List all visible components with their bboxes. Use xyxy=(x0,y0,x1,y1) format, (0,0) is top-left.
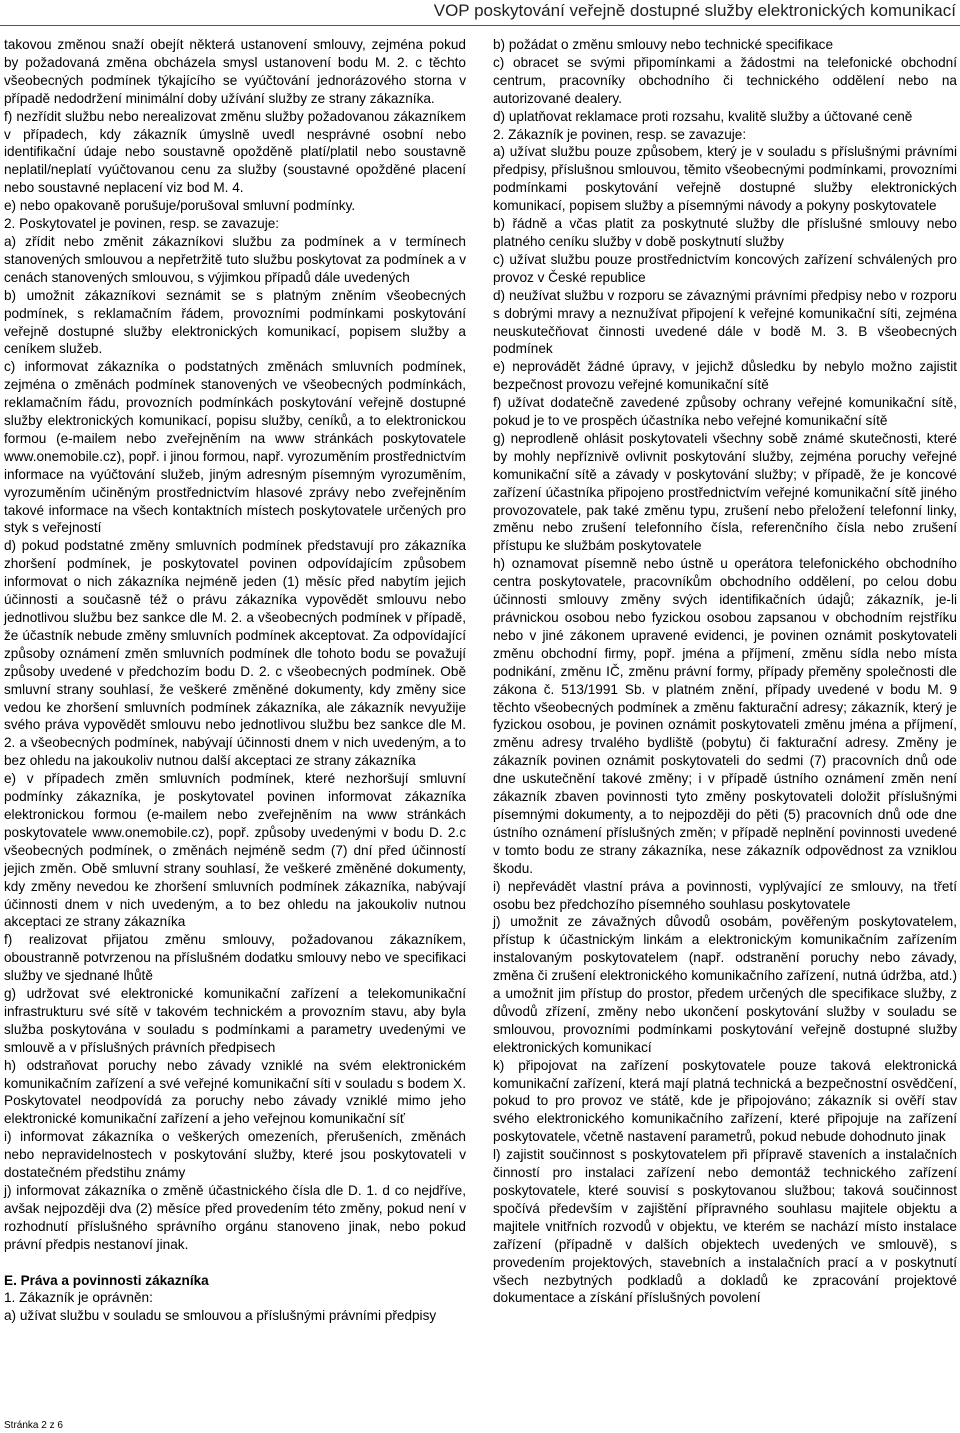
paragraph: 2. Poskytovatel je povinen, resp. se zavazuje: xyxy=(4,216,280,232)
page-number: Stránka 2 z 6 xyxy=(4,1420,63,1431)
paragraph: e) neprovádět žádné úpravy, v jejichž důsledku by nebylo možno zajistit bezpečnost provozu veřejné komunikační sítě xyxy=(493,359,957,393)
paragraph: j) umožnit ze závažných důvodů osobám, pověřeným poskytovatelem, přístup k účastnickým linkám a elektronickým komunikačním zařízením instalovaným poskytovatelem (např. odstranění poruchy nebo závady, změna či zrušení elektronického komunikačního zařízení, nutná údržba, atd.) a umožnit jim přístup do prostor, předem určených dle specifikace služby, z důvodů zřízení, změny nebo ukončení poskytování služby v souladu se smlouvou, provozními podmínkami poskytování veřejně dostupné služby elektronických komunikací xyxy=(493,914,957,1055)
paragraph: l) zajistit součinnost s poskytovatelem při přípravě staveních a instalačních činností pro instalaci zařízení nebo demontáž technického zařízení poskytovatele, které souvisí s poskytovanou službou; taková součinnost spočívá především v zajištění přípravného souhlasu majitele objektu a majitele vnitřních rozvodů v objektu, ve kterém se nachází místo instalace zařízení (případně v dalších objektech uvedených ve smlouvě), s provedením projektových, stavebních a instalačních prací a v poskytnutí všech nezbytných podkladů a dokladů ke zpracování projektové dokumentace a získání příslušných povolení xyxy=(493,1147,957,1306)
paragraph: j) informovat zákazníka o změně účastnického čísla dle D. 1. d co nejdříve, avšak nejpozději dva (2) měsíce před provedením této změny, pokud není v rozhodnutí příslušného správního orgánu stanoveno jinak, nebo pokud právní předpis nestanoví jinak. xyxy=(4,1183,466,1252)
paragraph: a) užívat službu pouze způsobem, který je v souladu s příslušnými právními předpisy, příslušnou smlouvou, těmito všeobecnými podmínkami, provozními podmínkami poskytování veřejně dostupné služby elektronických komunikací, popisem služby a písemnými návody a pokyny poskytovatele xyxy=(493,144,957,214)
paragraph: 1. Zákazník je oprávněn: xyxy=(4,1290,153,1306)
paragraph: e) nebo opakovaně porušuje/porušoval smluvní podmínky. xyxy=(4,198,356,214)
paragraph: i) nepřevádět vlastní práva a povinnosti, vyplývající ze smlouvy, na třetí osobu bez předchozího písemného souhlasu poskytovatele xyxy=(493,878,957,912)
section-heading: E. Práva a povinnosti zákazníka xyxy=(4,1272,209,1288)
paragraph: c) informovat zákazníka o podstatných změnách smluvních podmínek, zejména o změnách podmínek stanovených ve všeobecných podmínkách, reklamačním řádu, provozních podmínkách poskytování veřejně dostupné služby elektronických komunikací, popisu služby, ceníků, a to elektronickou formou (e-mailem nebo zveřejněním na www stránkách poskytovatele www.onemobile.cz), popř. i jinou formou, např. vyrozuměním prostřednictvím informace na vyúčtování služeb, jiným adresným písemným vyrozuměním, vyrozuměním učiněným prostřednictvím hlasové zprávy nebo zveřejněním takové informace na všech kontaktních místech poskytovatele určených pro styk s veřejností xyxy=(4,359,466,536)
paragraph: b) umožnit zákazníkovi seznámit se s platným zněním všeobecných podmínek, s reklamačním řádem, provozními podmínkami poskytování veřejně dostupné služby elektronických komunikací, popisem služby a ceníkem služeb. xyxy=(4,287,466,357)
paragraph: d) uplatňovat reklamace proti rozsahu, kvalitě služby a účtované ceně xyxy=(493,108,913,124)
paragraph: a) užívat službu v souladu se smlouvou a příslušnými právními předpisy xyxy=(4,1308,437,1324)
paragraph: e) v případech změn smluvních podmínek, které nezhoršují smluvní podmínky zákazníka, je poskytovatel povinen informovat zákazníka elektronickou formou (e-mailem nebo zveřejněním na www stránkách poskytovatele www.onemobile.cz), popř. způsoby uvedenými v bodu D. 2.c všeobecných podmínek, o změnách nejméně sedm (7) dní před účinností jejich změn. Obě smluvní strany souhlasí, že veškeré změněné dokumenty, kdy změny nevedou ke zhoršení smluvních podmínek zákazníka, nabývají účinnosti dnem v nich uvedeným, a to bez ohledu na jakoukoliv nutnou akceptaci ze strany zákazníka xyxy=(4,771,466,930)
paragraph: f) realizovat přijatou změnu smlouvy, požadovanou zákazníkem, oboustranně potvrzenou na příslušném dodatku smlouvy nebo ve specifikaci služby ve sjednané lhůtě xyxy=(4,932,466,984)
paragraph: h) oznamovat písemně nebo ústně u operátora telefonického obchodního centra poskytovatele, pracovníkům obchodního oddělení, po celou dobu účinnosti smlouvy změny svých identifikačních údajů; zákazník, je-li právnickou osobou nebo fyzickou osobou zapsanou v obchodním rejstříku nebo v jiné zákonem upravené evidenci, je povinen oznámit poskytovateli změnu obchodní firmy, popř. jména a příjmení, změnu sídla nebo místa podnikání, změnu IČ, změnu právní formy, případy přeměny společnosti dle zákona č. 513/1991 Sb. v platném znění, případy uvedené v bodu M. 9 těchto všeobecných podmínek a změnu fakturační adresy; zákazník, který je fyzickou osobou, je povinen oznámit poskytovateli změnu jména a příjmení, změnu adresy trvalého bydliště (pobytu) či fakturační adresy. Změny je zákazník povinen oznámit poskytovateli do sedmi (7) pracovních dnů ode dne uskutečnění takové změny; i v případě ústního oznámení změn není zákazník zbaven povinnosti tyto změny poskytovateli doložit příslušnými písemnými dokumenty, a to nejpozději do pěti (5) pracovních dnů ode dne ústního oznámení příslušných změn; v případě neplnění povinnosti uvedené v tomto bodu ze strany zákazníka, nese zákazník odpovědnost za vzniklou škodu. xyxy=(493,556,957,876)
paragraph: b) požádat o změnu smlouvy nebo technické specifikace xyxy=(493,37,834,52)
document-header-title: VOP poskytování veřejně dostupné služby elektronických komunikací xyxy=(433,1,956,20)
right-text-column xyxy=(493,36,957,1307)
paragraph: b) řádně a včas platit za poskytnuté služby dle příslušné smlouvy nebo platného ceníku služby v době poskytnutí služby xyxy=(493,216,957,249)
paragraph: takovou změnou snaží obejít některá ustanovení smlouvy, zejména pokud by požadovaná změna obcházela smysl ustanovení bodu M. 2. c těchto všeobecných podmínek týkajícího se vyúčtování jednorázového storna v případě nedodržení minimální doby užívání služby ze strany zákazníka. xyxy=(4,37,466,106)
paragraph: g) neprodleně ohlásit poskytovateli všechny sobě známé skutečnosti, které by mohly nepříznivě ovlivnit poskytování služby, zejména poruchy veřejné komunikační sítě a závady v poskytování služby; v případě, že je koncové zařízení účastníka připojeno prostřednictvím veřejné komunikační sítě jiného provozovatele, pak také změnu typu, zrušení nebo přeložení telefonní linky, změnu nebo zrušení telefonního čísla, referenčního čísla nebo zrušení přístupu ke službám poskytovatele xyxy=(493,430,957,554)
paragraph: f) užívat dodatečně zavedené způsoby ochrany veřejné komunikační sítě, pokud je to ve prospěch účastníka nebo veřejné komunikační sítě xyxy=(493,395,957,429)
paragraph: 2. Zákazník je povinen, resp. se zavazuje: xyxy=(493,126,747,142)
paragraph: d) pokud podstatné změny smluvních podmínek představují pro zákazníka zhoršení podmínek, je poskytovatel povinen odpovídajícím způsobem informovat o nich zákazníka nejméně jeden (1) měsíc před nabytím jejich účinnosti a současně též o právu zákazníka vypovědět smlouvu nebo jednotlivou službu bez sankce dle M. 2. a všeobecných podmínek v případě, že účastník nebude změny smluvních podmínek akceptovat. Za odpovídající způsoby oznámení změn smluvních podmínek dle tohoto bodu se považují způsoby uvedené v předchozím bodu D. 2. c všeobecných podmínek. Obě smluvní strany souhlasí, že veškeré změněné dokumenty, kdy změny sice vedou ke zhoršení smluvních podmínek zákazníka, ale zákazník nevyužije svého práva vypovědět smlouvu nebo jednotlivou službu bez sankce dle M. 2. a všeobecných podmínek, nabývají účinnosti dnem v nich uvedeným, a to bez ohledu na jakoukoliv nutnou další akceptaci ze strany zákazníka xyxy=(4,538,466,769)
paragraph: c) obracet se svými připomínkami a žádostmi na telefonické obchodní centrum, pracovníky obchodního či technického oddělení nebo na autorizované dealery. xyxy=(493,54,957,106)
paragraph: h) odstraňovat poruchy nebo závady vzniklé na svém elektronickém komunikačním zařízení a své veřejné komunikační síti v souladu s bodem X. Poskytovatel neodpovídá za poruchy nebo závady vzniklé mimo jeho elektronické komunikační zařízení a jeho veřejnou komunikační síť xyxy=(4,1057,466,1127)
paragraph: k) připojovat na zařízení poskytovatele pouze taková elektronická komunikační zařízení, která mají platná technická a bezpečnostní osvědčení, pokud to pro provoz ve státě, kde je připojováno; zákazník si ověří stav svého elektronického komunikačního zařízení, které připojuje na zařízení poskytovatele, včetně nastavení parametrů, pokud nebude dohodnuto jinak xyxy=(493,1057,957,1145)
paragraph: f) nezřídit službu nebo nerealizovat změnu služby požadovanou zákazníkem v případech, kdy zákazník úmyslně uvedl nesprávné osobní nebo identifikační údaje nebo soustavně opožděně platí/platil nebo soustavně neplatil/neplatí vyúčtovanou cenu za služby (soustavné opožděné placení nebo soustavné neplacení viz bod M. 4. xyxy=(4,108,466,196)
paragraph: g) udržovat své elektronické komunikační zařízení a telekomunikační infrastrukturu své sítě v takovém technickém a provozním stavu, aby byla služba poskytována v souladu s podmínkami a parametry uvedenými ve smlouvě a v příslušných právních předpisech xyxy=(4,986,466,1055)
paragraph: d) neužívat službu v rozporu se závaznými právními předpisy nebo v rozporu s dobrými mravy a neznužívat připojení k veřejné komunikační síti, zejména neuskutečňovat činnosti uvedené dále v bodě M. 3. B všeobecných podmínek xyxy=(493,287,957,357)
paragraph: a) zřídit nebo změnit zákazníkovi službu za podmínek a v termínech stanovených smlouvou a nepřetržitě tuto službu poskytovat za podmínek a v cenách stanovených smlouvou, s výjimkou případů dále uvedených xyxy=(4,233,466,285)
header-divider xyxy=(0,25,960,26)
paragraph: i) informovat zákazníka o veškerých omezeních, přerušeních, změnách nebo nepravidelnostech v poskytování služby, které jsou poskytovateli v dostatečném předstihu známy xyxy=(4,1129,466,1181)
left-text-column xyxy=(4,36,466,1325)
paragraph: c) užívat službu pouze prostřednictvím koncových zařízení schválených pro provoz v České republice xyxy=(493,251,957,285)
